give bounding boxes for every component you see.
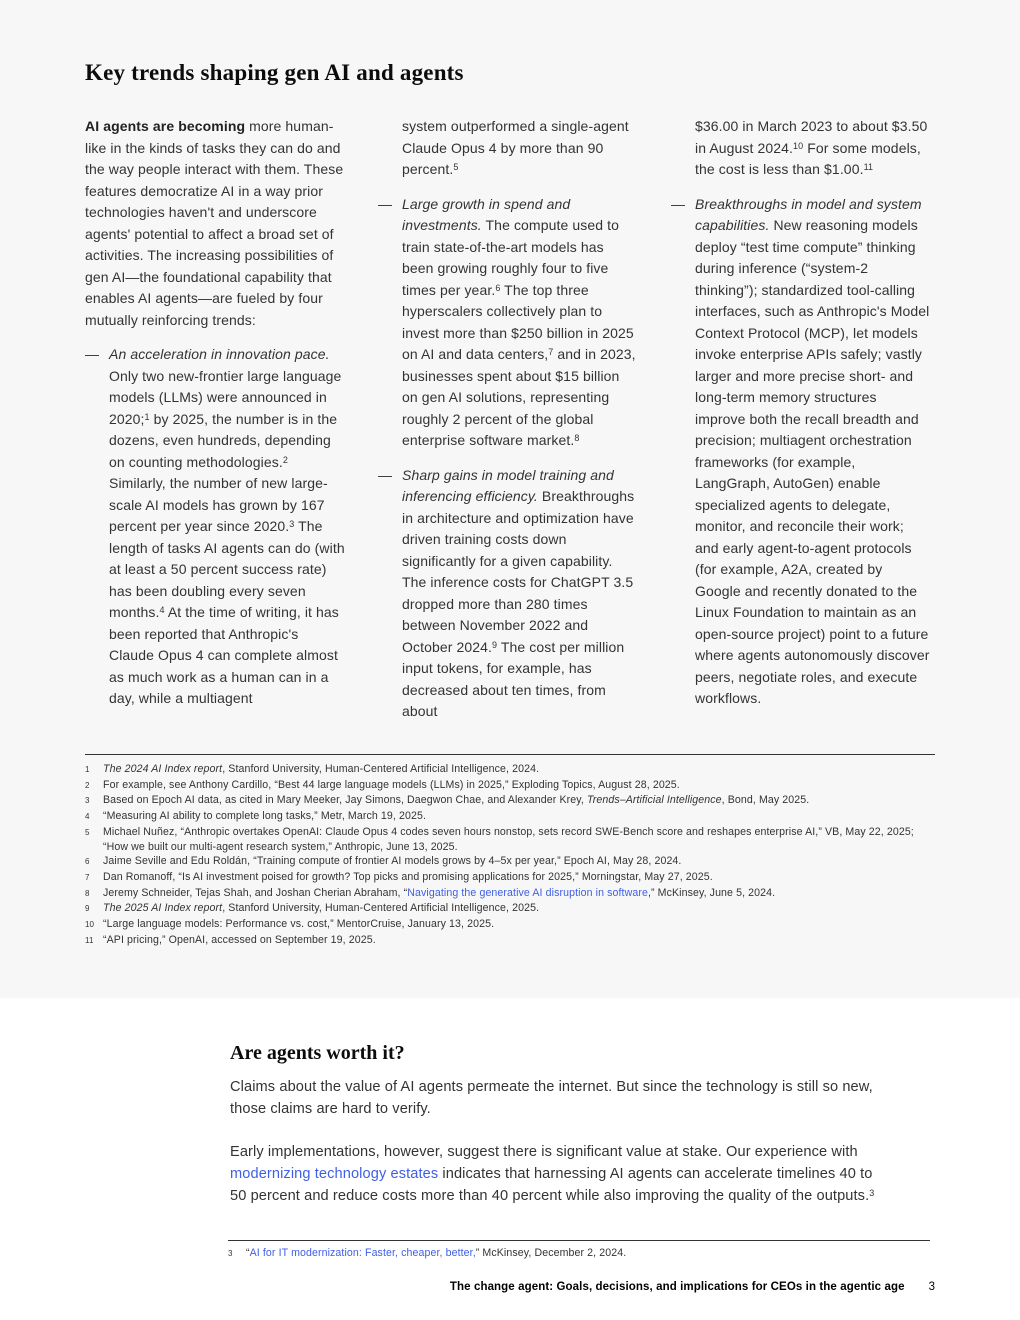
footnote-number: 1 [85,765,90,774]
footnote-item [85,762,935,778]
text-run: For example, see Anthony Cardillo, “Best 44 large language models (LLMs) in 2025,” Exploding Topics, August 28, 2025. [103,778,680,791]
text-run: Claims about the value of AI agents permeate the internet. But since the technology is still so new, those claims are hard to verify. [230,1079,873,1117]
text-run: and in 2023, businesses spent about $15 billion on gen AI solutions, representing roughly 2 percent of the global enterprise software market. [402,346,636,448]
footnote-text [103,825,935,854]
footnote-ref: 1 [144,411,150,422]
footnote-ref: 6 [495,282,501,293]
footnotes-block [85,754,935,948]
text-run: The compute used to train state-of-the-art models has been growing roughly four to five times per year. [402,217,619,298]
bullet-item [378,465,638,723]
footnote-number: 8 [85,888,90,898]
bullet-dash: — [378,195,393,212]
lead-italic-text: Trends–Artificial Intelligence [586,794,722,807]
footnote-number: 3 [85,796,90,806]
text-run: system outperformed a single-agent Claude Opus 4 by more than 90 percent. [402,118,629,177]
footnote-item [228,1246,930,1262]
footnote-number: 9 [85,904,90,914]
footnote-ref: 10 [793,140,804,151]
footnote-text [103,854,935,870]
bullet-text [402,116,638,181]
text-run: , Stanford University, Human-Centered Artificial Intelligence, 2024. [222,763,540,775]
footnote-text [103,886,935,902]
lead-italic-text: Large growth in spend and investments. [402,195,571,233]
footnote-item [85,917,935,933]
text-run: by 2025, the number is in the dozens, even hundreds, depending on counting methodologies. [109,410,338,470]
footnote-divider [85,754,935,755]
footnote-number: 7 [85,872,90,882]
footnote-number: 4 [85,812,90,822]
footnote-item [85,825,935,854]
footnote-text [103,762,935,778]
text-run: $36.00 in March 2023 to about $3.50 in August 2024. [695,118,928,156]
footnote-ref: 4 [159,605,165,615]
footnote-number: 5 [85,827,90,837]
footnote-number: 6 [85,857,90,867]
footnote-number: 2 [85,780,90,790]
bullet-text [402,194,638,452]
bullet-dash [671,116,695,181]
footnote-divider [228,1240,930,1241]
footnote-ref: 3 [289,519,295,529]
footnote-text [246,1246,930,1262]
text-run: Breakthroughs in architecture and optimization have driven training costs down significantly for a given capability. The inference costs for ChatGPT 3.5 dropped more than 280 times between November 2022 and October 2024. [402,488,635,655]
text-run: Early implementations, however, suggest there is significant value at stake. Our experience with [230,1144,858,1160]
text-run: “Measuring AI ability to complete long tasks,” Metr, March 19, 2025. [103,810,426,823]
text-run: The top three hyperscalers collectively plan to invest more than $250 billion in 2025 on AI and data centers, [402,281,634,362]
text-run: New reasoning models deploy “test time compute” thinking during inference (“system-2 thinking”); standardized tool-calling interfaces, such as Anthropic's Model Context Protocol (MCP), let models invoke enterprise APIs safely; vastly larger and more precise short- and long-term memory structures improve both the recall breadth and precision; multiagent orchestration frameworks (for example, LangGraph, AutoGen) enable specialized agents to delegate, monitor, and reconcile their work; and early agent-to-agent protocols (for example, A2A, created by Google and recently donated to the Linux Foundation to maintain as an open-source project) point to a future where agents autonomously discover peers, negotiate roles, and execute workflows. [695,217,930,706]
footnote-ref: 5 [453,162,459,172]
footnote-text [103,793,935,809]
text-run: “Large language models: Performance vs. cost,” MentorCruise, January 13, 2025. [103,918,495,931]
text-run: Jaime Seville and Edu Roldán, “Training compute of frontier AI models grows by 4–5x per year,” Epoch AI, May 28, 2024. [103,855,682,868]
footnote-ref: 2 [282,454,288,465]
lead-italic-text: An acceleration in innovation pace. [109,346,330,362]
footnote-ref: 3 [869,1188,875,1198]
text-run: “ [246,1247,250,1259]
footnote-text [103,870,935,886]
footnote-ref: 11 [863,162,874,172]
bullet-text [695,194,931,710]
footnote-text [103,917,935,933]
text-run: more human-like in the kinds of tasks they can do and the way people interact with them. These features democratize AI in a way prior technologies haven't and underscore agents' potential to affect a broad set of activities. The increasing possibilities of gen AI—the foundational capability that enables AI agents—are fueled by four mutually reinforcing trends: [85,118,344,328]
article-columns [85,116,933,736]
bullet-item [378,194,638,452]
text-run: , Stanford University, Human-Centered Artificial Intelligence, 2025. [222,902,540,915]
inline-link[interactable]: Navigating the generative AI disruption in software [407,886,648,899]
text-run: ” McKinsey, December 2, 2024. [475,1247,627,1259]
bullet-text [695,116,931,181]
text-run: Based on Epoch AI data, as cited in Mary Meeker, Jay Simons, Daegwon Chae, and Alexander Krey, [103,794,587,807]
body-paragraph [230,1076,878,1120]
are-agents-worth-it-section [0,998,1020,1320]
bullet-dash: — [671,195,686,212]
footnote-item [85,854,935,870]
footnote-text [103,809,935,825]
footnote-ref: 7 [548,347,554,357]
text-run: Jeremy Schneider, Tejas Shah, and Joshan Cherian Abraham, “ [103,886,408,899]
text-run: At the time of writing, it has been reported that Anthropic's Claude Opus 4 can complete almost as much work as a human can in a day, while a multiagent [109,604,339,706]
footnote-block [228,1240,930,1262]
bullet-text [109,344,345,710]
page-footer [0,1281,935,1293]
text-run: , Bond, May 2025. [721,794,810,807]
footnote-ref: 9 [492,639,498,650]
text-run: Michael Nuñez, “Anthropic overtakes OpenAI: Claude Opus 4 codes seven hours nonstop, sets record SWE-Bench score and reshapes enterprise AI,” VB, May 22, 2025; “How we built our multi-agent research system,” Anthropic, June 13, 2025. [103,825,914,853]
bullet-dash [378,116,402,181]
page-number: 3 [928,1281,935,1293]
footnote-list [85,762,935,948]
text-run: The length of tasks AI agents can do (with at least a 50 percent success rate) has been doubling every seven months. [109,518,345,620]
footnote-item [85,870,935,886]
bullet-item [671,194,931,710]
footnote-item [85,886,935,902]
text-run: Dan Romanoff, “Is AI investment poised for growth? Top picks and promising applications for 2025,” Morningstar, May 27, 2025. [103,870,713,883]
lead-italic-text: The 2024 AI Index report [103,763,223,775]
footnote-text [103,933,935,949]
text-run: Only two new-frontier large language models (LLMs) were announced in 2020; [109,367,342,427]
footnote-text [103,901,935,917]
text-column-3 [671,116,931,736]
text-run: indicates that harnessing AI agents can accelerate timelines 40 to 50 percent and reduce costs more than 40 percent while also improving the quality of the outputs. [230,1166,873,1204]
text-run: For some models, the cost is less than $1.00. [695,139,921,177]
subsection-title: Are agents worth it? [230,1042,405,1064]
body-paragraph [230,1141,878,1207]
footnote-item [85,901,935,917]
footnote-number: 10 [85,920,95,930]
footnote-item [85,778,935,794]
text-run: ,” McKinsey, June 5, 2024. [647,886,776,899]
footnote-text [103,778,935,794]
footnote-item [85,933,935,949]
lead-italic-text: Breakthroughs in model and system capabilities. [695,195,922,233]
report-title: The change agent: Goals, decisions, and implications for CEOs in the agentic age [449,1281,905,1293]
bullet-continuation [671,116,931,181]
text-column-1 [85,116,345,736]
page-title: Key trends shaping gen AI and agents [85,60,464,85]
subsection-body [230,1076,878,1228]
lead-italic-text: Sharp gains in model training and inferencing efficiency. [402,466,614,504]
bullet-item [85,344,345,710]
lead-bold-text: AI agents are becoming [85,118,246,134]
text-run: “API pricing,” OpenAI, accessed on September 19, 2025. [103,933,376,946]
bullet-dash: — [378,466,393,483]
footnote-number: 3 [228,1249,233,1258]
footnote-item [85,809,935,825]
footnote-ref: 8 [574,433,580,443]
body-paragraph [85,116,345,331]
footnote-number: 11 [85,935,94,945]
inline-link[interactable]: modernizing technology estates [230,1166,439,1182]
text-run: The cost per million input tokens, for example, has decreased about ten times, from about [402,638,625,719]
footnote-item [85,793,935,809]
bullet-text [402,465,638,723]
lead-italic-text: The 2025 AI Index report [103,902,223,915]
bullet-continuation [378,116,638,181]
text-run: Similarly, the number of new large-scale AI models has grown by 167 percent per year since 2020. [109,475,328,534]
bullet-dash: — [85,346,100,362]
text-column-2 [378,116,638,736]
inline-link[interactable]: AI for IT modernization: Faster, cheaper, better, [249,1247,476,1259]
